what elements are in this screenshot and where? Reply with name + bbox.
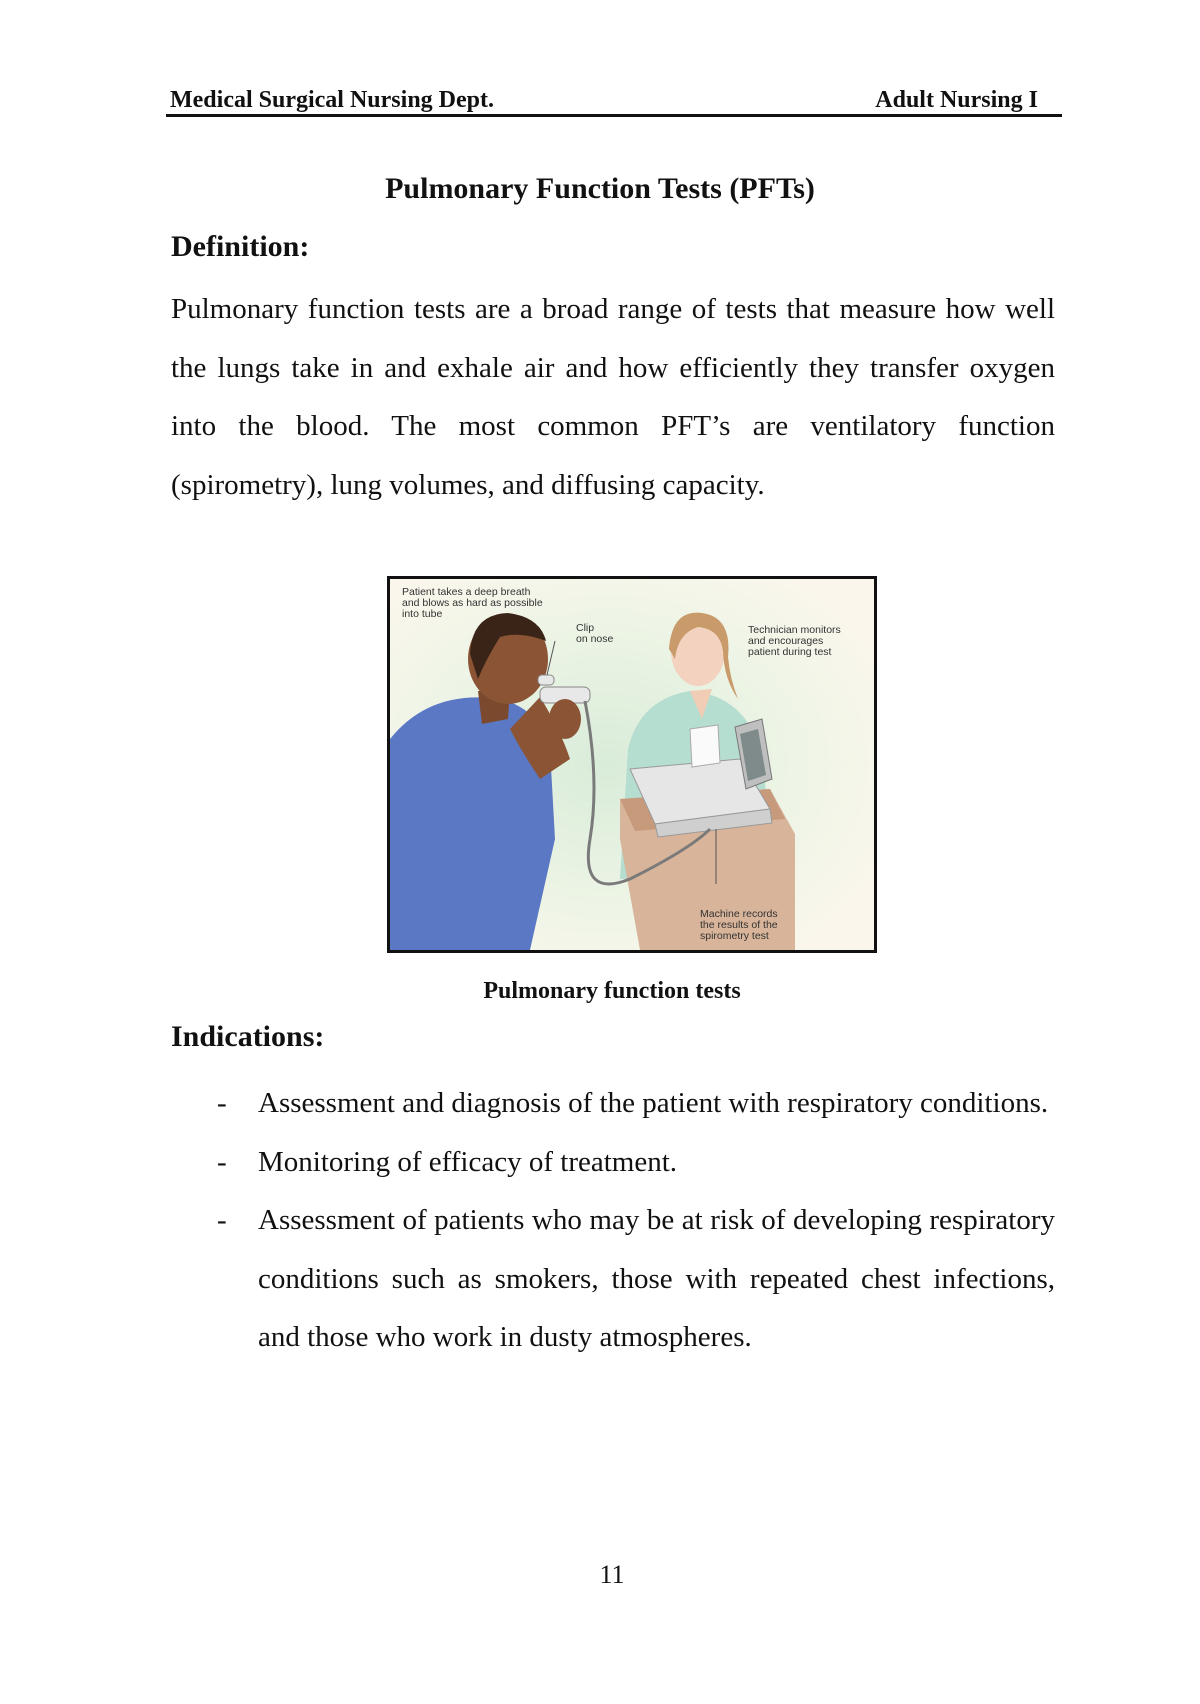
callout-clip: Clip on nose	[576, 622, 614, 645]
list-item	[171, 1074, 1055, 1133]
definition-text: Pulmonary function tests are a broad range of tests that measure how well the lungs take in and exhale air and how efficiently they transfer oxygen into the blood. The most common PFT’s are ventilatory function (spirometry), lung volumes, and diffusing capacity.	[171, 293, 1055, 501]
page-title: Pulmonary Function Tests (PFTs)	[385, 172, 815, 205]
callout-technician: Technician monitors and encourages patient during test	[748, 624, 841, 658]
callout-machine: Machine records the results of the spirometry test	[700, 908, 778, 942]
definition-heading: Definition:	[171, 230, 310, 263]
printout-paper	[690, 725, 720, 767]
list-dash: -	[217, 1204, 227, 1236]
list-item-text: Monitoring of efficacy of treatment.	[258, 1145, 678, 1178]
header-course: Adult Nursing I	[875, 87, 1038, 113]
header-department: Medical Surgical Nursing Dept.	[170, 87, 494, 113]
callout-patient: Patient takes a deep breath and blows as hard as possible into tube	[402, 586, 543, 620]
indications-list	[171, 1074, 1055, 1367]
page-header	[166, 84, 1062, 117]
list-item	[171, 1191, 1055, 1367]
list-dash: -	[217, 1087, 227, 1119]
indications-heading: Indications:	[171, 1020, 325, 1053]
figure-caption: Pulmonary function tests	[483, 978, 741, 1004]
spirometry-illustration	[387, 576, 877, 953]
nose-clip	[538, 675, 554, 685]
definition-paragraph	[171, 280, 1055, 514]
list-item-text: Assessment and diagnosis of the patient with respiratory conditions.	[258, 1087, 1049, 1119]
list-dash: -	[217, 1145, 227, 1178]
list-item	[171, 1133, 1055, 1192]
list-item-text: Assessment of patients who may be at risk of developing respiratory conditions such as smokers, those with repeated chest infections, and those who work in dusty atmospheres.	[258, 1204, 1055, 1353]
page-number: 11	[599, 1560, 625, 1589]
patient-hand	[549, 699, 581, 739]
